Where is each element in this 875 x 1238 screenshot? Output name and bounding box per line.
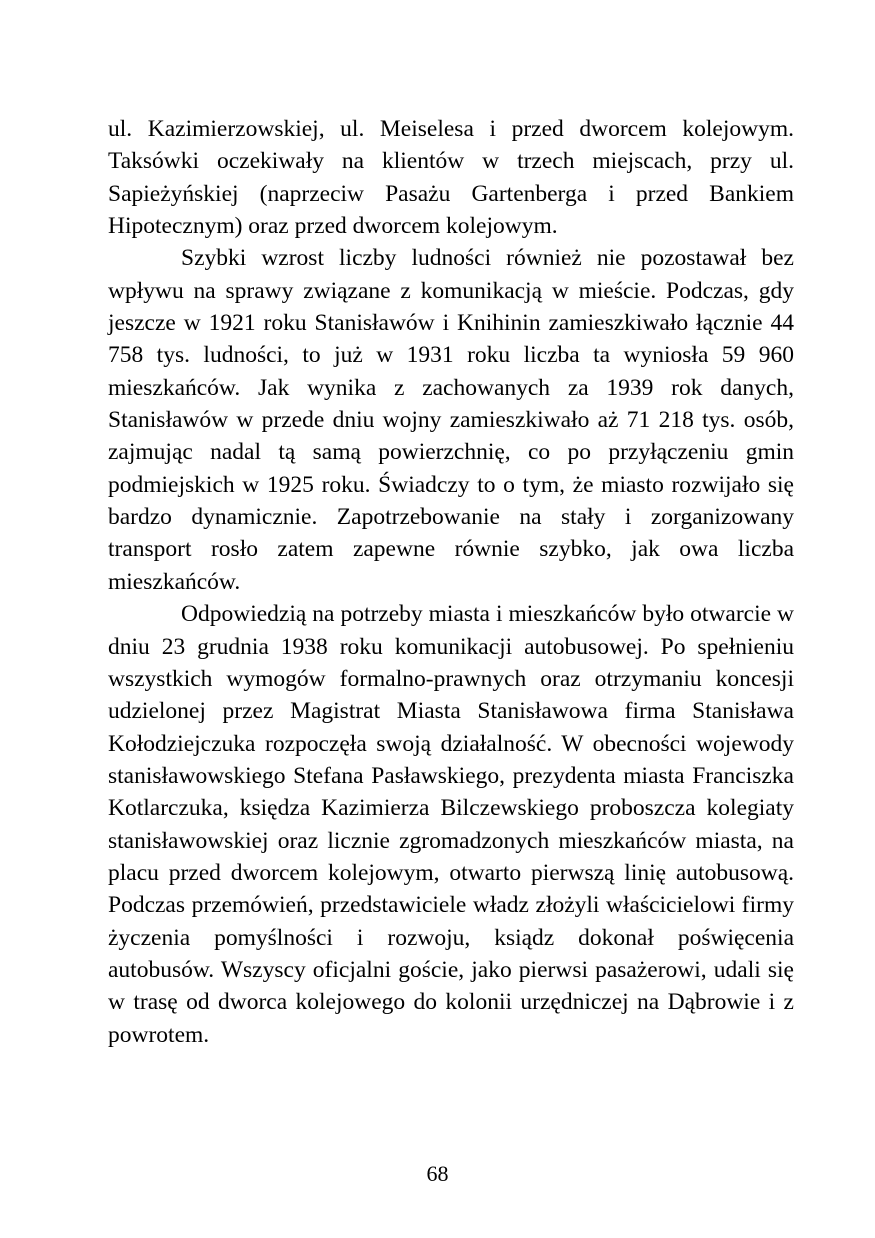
paragraph-population-growth: Szybki wzrost liczby ludności również nie pozostawał bez wpływu na sprawy związane z komunikacją w mieście. Podczas, gdy jeszcze w 1921 roku Stanisławów i Knihinin zamieszkiwało łącznie 44 758 tys. ludności, to już w 1931 roku liczba ta wyniosła 59 960 mieszkańców. Jak wynika z zachowanych za 1939 rok danych, Stanisławów w przede dniu wojny zamieszkiwało aż 71 218 tys. osób, zajmując nadal tą samą powierzchnię, co po przyłączeniu gmin podmiejskich w 1925 roku. Świadczy to o tym, że miasto rozwijało się bardzo dynamicznie. Zapotrzebowanie na stały i zorganizowany transport rosło zatem zapewne równie szybko, jak owa liczba mieszkańców.: [108, 245, 794, 595]
page-number: 68: [426, 1161, 449, 1186]
body-text: [108, 113, 794, 1051]
paragraph-continuation: ul. Kazimierzowskiej, ul. Meiselesa i przed dworcem kolejowym. Taksówki oczekiwały na klientów w trzech miejscach, przy ul. Sapieżyńskiej (naprzeciw Pasażu Gartenberga i przed Bankiem Hipotecznym) oraz przed dworcem kolejowym.: [108, 116, 794, 240]
paragraph-bus-line-opening: Odpowiedzią na potrzeby miasta i mieszkańców było otwarcie w dniu 23 grudnia 1938 roku komunikacji autobusowej. Po spełnieniu wszystkich wymogów formalno-prawnych oraz otrzymaniu koncesji udzielonej przez Magistrat Miasta Stanisławowa firma Stanisława Kołodziejczuka rozpoczęła swoją działalność. W obecności wojewody stanisławowskiego Stefana Pasławskiego, prezydenta miasta Franciszka Kotlarczuka, księdza Kazimierza Bilczewskiego proboszcza kolegiaty stanisławowskiej oraz licznie zgromadzonych mieszkańców miasta, na placu przed dworcem kolejowym, otwarto pierwszą linię autobusową. Podczas przemówień, przedstawiciele władz złożyli właścicielowi firmy życzenia pomyślności i rozwoju, ksiądz dokonał poświęcenia autobusów. Wszyscy oficjalni goście, jako pierwsi pasażerowi, udali się w trasę od dworca kolejowego do kolonii urzędniczej na Dąbrowie i z powrotem.: [108, 601, 794, 1048]
